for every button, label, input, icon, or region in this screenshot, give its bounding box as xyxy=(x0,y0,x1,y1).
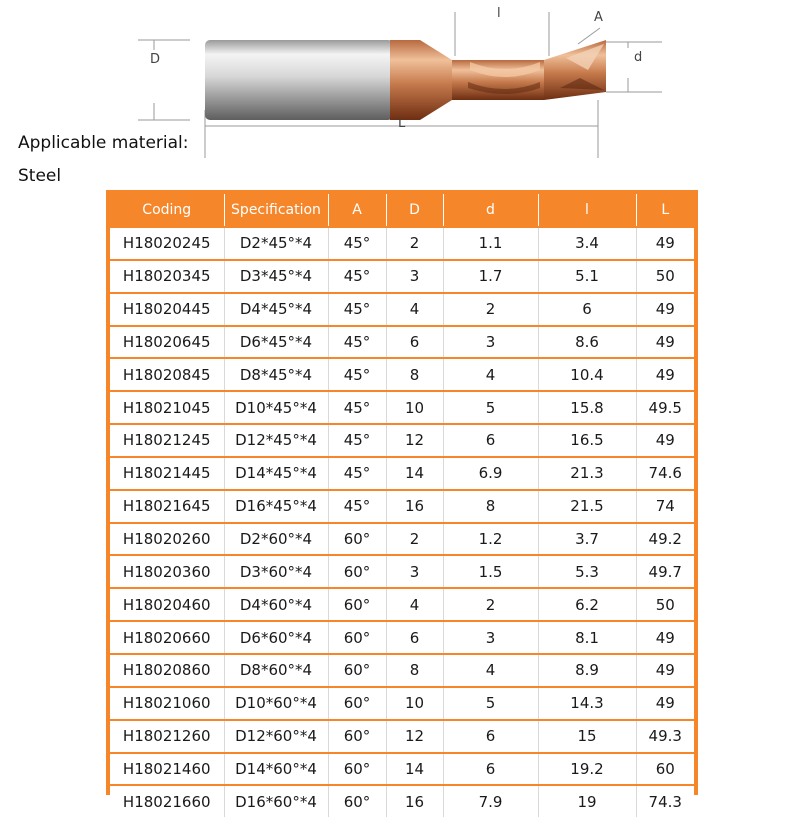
cell-length-L: 60 xyxy=(636,753,694,786)
table-row xyxy=(110,326,694,359)
cell-coding: H18021645 xyxy=(110,490,224,523)
cell-angle-a: 60° xyxy=(328,720,386,753)
cell-diameter-D: 8 xyxy=(386,654,443,687)
cell-length-l: 8.6 xyxy=(538,326,636,359)
cell-specification: D3*45°*4 xyxy=(224,260,328,293)
table-row xyxy=(110,358,694,391)
cell-length-l: 8.9 xyxy=(538,654,636,687)
cell-specification: D6*60°*4 xyxy=(224,621,328,654)
cell-angle-a: 60° xyxy=(328,621,386,654)
cell-diameter-D: 10 xyxy=(386,391,443,424)
cell-specification: D10*60°*4 xyxy=(224,687,328,720)
cell-diameter-D: 14 xyxy=(386,457,443,490)
cell-diameter-d: 5 xyxy=(443,687,538,720)
table-row xyxy=(110,391,694,424)
cell-angle-a: 60° xyxy=(328,588,386,621)
column-header-angle-a: A xyxy=(328,194,386,227)
cell-length-l: 14.3 xyxy=(538,687,636,720)
cell-coding: H18020860 xyxy=(110,654,224,687)
column-header-coding: Coding xyxy=(110,194,224,227)
cell-diameter-d: 6 xyxy=(443,424,538,457)
cell-diameter-D: 6 xyxy=(386,621,443,654)
cell-diameter-D: 4 xyxy=(386,293,443,326)
cell-coding: H18020645 xyxy=(110,326,224,359)
tool-dimension-drawing xyxy=(0,0,800,190)
cell-length-L: 74.3 xyxy=(636,785,694,817)
cell-length-L: 49.3 xyxy=(636,720,694,753)
cell-diameter-D: 16 xyxy=(386,490,443,523)
table-row xyxy=(110,753,694,786)
cell-diameter-d: 6.9 xyxy=(443,457,538,490)
cell-length-L: 49 xyxy=(636,687,694,720)
cell-diameter-D: 2 xyxy=(386,523,443,556)
table-header xyxy=(110,194,694,227)
column-header-length-L: L xyxy=(636,194,694,227)
cell-length-l: 10.4 xyxy=(538,358,636,391)
cell-length-L: 49 xyxy=(636,326,694,359)
cell-length-L: 50 xyxy=(636,588,694,621)
cell-angle-a: 45° xyxy=(328,457,386,490)
cell-diameter-D: 14 xyxy=(386,753,443,786)
cell-diameter-d: 3 xyxy=(443,621,538,654)
label-D: D xyxy=(150,52,161,67)
cell-length-L: 74.6 xyxy=(636,457,694,490)
cell-angle-a: 45° xyxy=(328,391,386,424)
cell-length-L: 49 xyxy=(636,358,694,391)
cell-length-L: 50 xyxy=(636,260,694,293)
cell-coding: H18020245 xyxy=(110,227,224,260)
column-header-diameter-d: d xyxy=(443,194,538,227)
cell-length-l: 6 xyxy=(538,293,636,326)
cell-length-L: 49 xyxy=(636,424,694,457)
cell-diameter-D: 10 xyxy=(386,687,443,720)
cell-length-l: 15.8 xyxy=(538,391,636,424)
cell-angle-a: 45° xyxy=(328,326,386,359)
cell-specification: D10*45°*4 xyxy=(224,391,328,424)
cell-diameter-d: 2 xyxy=(443,293,538,326)
cell-diameter-d: 4 xyxy=(443,358,538,391)
cell-diameter-d: 5 xyxy=(443,391,538,424)
cell-length-L: 49.5 xyxy=(636,391,694,424)
label-A: A xyxy=(594,10,603,25)
cell-length-L: 49 xyxy=(636,621,694,654)
column-header-diameter-D: D xyxy=(386,194,443,227)
cell-coding: H18020445 xyxy=(110,293,224,326)
cell-length-l: 8.1 xyxy=(538,621,636,654)
cell-length-l: 5.1 xyxy=(538,260,636,293)
dimension-A xyxy=(578,28,600,44)
cell-angle-a: 60° xyxy=(328,555,386,588)
cell-length-l: 3.7 xyxy=(538,523,636,556)
label-L: L xyxy=(398,116,406,131)
cell-diameter-d: 7.9 xyxy=(443,785,538,817)
cell-length-L: 49.2 xyxy=(636,523,694,556)
cell-length-L: 49 xyxy=(636,227,694,260)
cell-specification: D6*45°*4 xyxy=(224,326,328,359)
table-row xyxy=(110,260,694,293)
cell-angle-a: 60° xyxy=(328,785,386,817)
cell-diameter-d: 3 xyxy=(443,326,538,359)
cell-angle-a: 45° xyxy=(328,293,386,326)
label-d: d xyxy=(634,50,643,65)
applicable-material-value: Steel xyxy=(18,166,62,186)
cell-angle-a: 45° xyxy=(328,490,386,523)
cell-diameter-D: 12 xyxy=(386,424,443,457)
cell-diameter-d: 1.7 xyxy=(443,260,538,293)
applicable-material-label: Applicable material: xyxy=(18,133,189,153)
table-row xyxy=(110,654,694,687)
cell-length-l: 6.2 xyxy=(538,588,636,621)
cell-coding: H18021245 xyxy=(110,424,224,457)
cell-specification: D2*45°*4 xyxy=(224,227,328,260)
specification-table-container xyxy=(106,190,698,811)
cell-diameter-d: 6 xyxy=(443,720,538,753)
cell-angle-a: 45° xyxy=(328,424,386,457)
cutter-body xyxy=(205,40,606,120)
cell-length-l: 16.5 xyxy=(538,424,636,457)
cell-coding: H18021660 xyxy=(110,785,224,817)
cell-diameter-D: 3 xyxy=(386,260,443,293)
cell-specification: D16*60°*4 xyxy=(224,785,328,817)
cell-coding: H18021260 xyxy=(110,720,224,753)
label-l: l xyxy=(497,6,501,21)
cell-length-l: 21.3 xyxy=(538,457,636,490)
cell-length-l: 3.4 xyxy=(538,227,636,260)
table-row xyxy=(110,588,694,621)
cell-coding: H18021460 xyxy=(110,753,224,786)
cell-coding: H18020460 xyxy=(110,588,224,621)
cell-specification: D12*45°*4 xyxy=(224,424,328,457)
cell-length-L: 74 xyxy=(636,490,694,523)
cell-length-l: 19 xyxy=(538,785,636,817)
table-row xyxy=(110,424,694,457)
specification-table xyxy=(110,194,694,817)
cell-coding: H18020360 xyxy=(110,555,224,588)
cell-angle-a: 45° xyxy=(328,227,386,260)
table-row xyxy=(110,720,694,753)
cell-diameter-D: 3 xyxy=(386,555,443,588)
cell-diameter-d: 1.1 xyxy=(443,227,538,260)
cell-angle-a: 60° xyxy=(328,687,386,720)
cell-length-l: 5.3 xyxy=(538,555,636,588)
cell-angle-a: 45° xyxy=(328,358,386,391)
cell-diameter-D: 6 xyxy=(386,326,443,359)
table-row xyxy=(110,523,694,556)
table-row xyxy=(110,490,694,523)
cell-length-l: 19.2 xyxy=(538,753,636,786)
table-row xyxy=(110,457,694,490)
dimension-D xyxy=(138,40,190,120)
column-header-specification: Specification xyxy=(224,194,328,227)
cell-coding: H18020845 xyxy=(110,358,224,391)
cell-coding: H18021445 xyxy=(110,457,224,490)
column-header-length-l: l xyxy=(538,194,636,227)
table-row xyxy=(110,785,694,817)
cell-diameter-d: 1.5 xyxy=(443,555,538,588)
cell-specification: D14*45°*4 xyxy=(224,457,328,490)
cell-diameter-d: 8 xyxy=(443,490,538,523)
cell-diameter-d: 4 xyxy=(443,654,538,687)
cell-diameter-D: 8 xyxy=(386,358,443,391)
cell-coding: H18020260 xyxy=(110,523,224,556)
cell-length-L: 49 xyxy=(636,654,694,687)
cell-diameter-D: 12 xyxy=(386,720,443,753)
cell-diameter-D: 16 xyxy=(386,785,443,817)
table-row xyxy=(110,621,694,654)
cell-angle-a: 60° xyxy=(328,523,386,556)
table-row xyxy=(110,227,694,260)
cell-coding: H18020345 xyxy=(110,260,224,293)
cell-length-L: 49.7 xyxy=(636,555,694,588)
table-row xyxy=(110,555,694,588)
cell-specification: D4*45°*4 xyxy=(224,293,328,326)
cell-diameter-d: 2 xyxy=(443,588,538,621)
cell-specification: D14*60°*4 xyxy=(224,753,328,786)
cell-specification: D4*60°*4 xyxy=(224,588,328,621)
cell-length-l: 15 xyxy=(538,720,636,753)
cell-coding: H18021045 xyxy=(110,391,224,424)
cell-angle-a: 45° xyxy=(328,260,386,293)
cell-diameter-D: 4 xyxy=(386,588,443,621)
cell-length-L: 49 xyxy=(636,293,694,326)
cell-specification: D3*60°*4 xyxy=(224,555,328,588)
cell-specification: D2*60°*4 xyxy=(224,523,328,556)
cell-length-l: 21.5 xyxy=(538,490,636,523)
dimension-l xyxy=(455,12,549,56)
cell-diameter-d: 6 xyxy=(443,753,538,786)
table-body xyxy=(110,227,694,817)
cell-diameter-D: 2 xyxy=(386,227,443,260)
cell-coding: H18021060 xyxy=(110,687,224,720)
table-row xyxy=(110,687,694,720)
cell-specification: D12*60°*4 xyxy=(224,720,328,753)
cell-specification: D8*45°*4 xyxy=(224,358,328,391)
cell-specification: D16*45°*4 xyxy=(224,490,328,523)
table-row xyxy=(110,293,694,326)
cell-specification: D8*60°*4 xyxy=(224,654,328,687)
cell-diameter-d: 1.2 xyxy=(443,523,538,556)
header-row xyxy=(110,194,694,227)
cell-angle-a: 60° xyxy=(328,654,386,687)
cell-coding: H18020660 xyxy=(110,621,224,654)
cell-angle-a: 60° xyxy=(328,753,386,786)
